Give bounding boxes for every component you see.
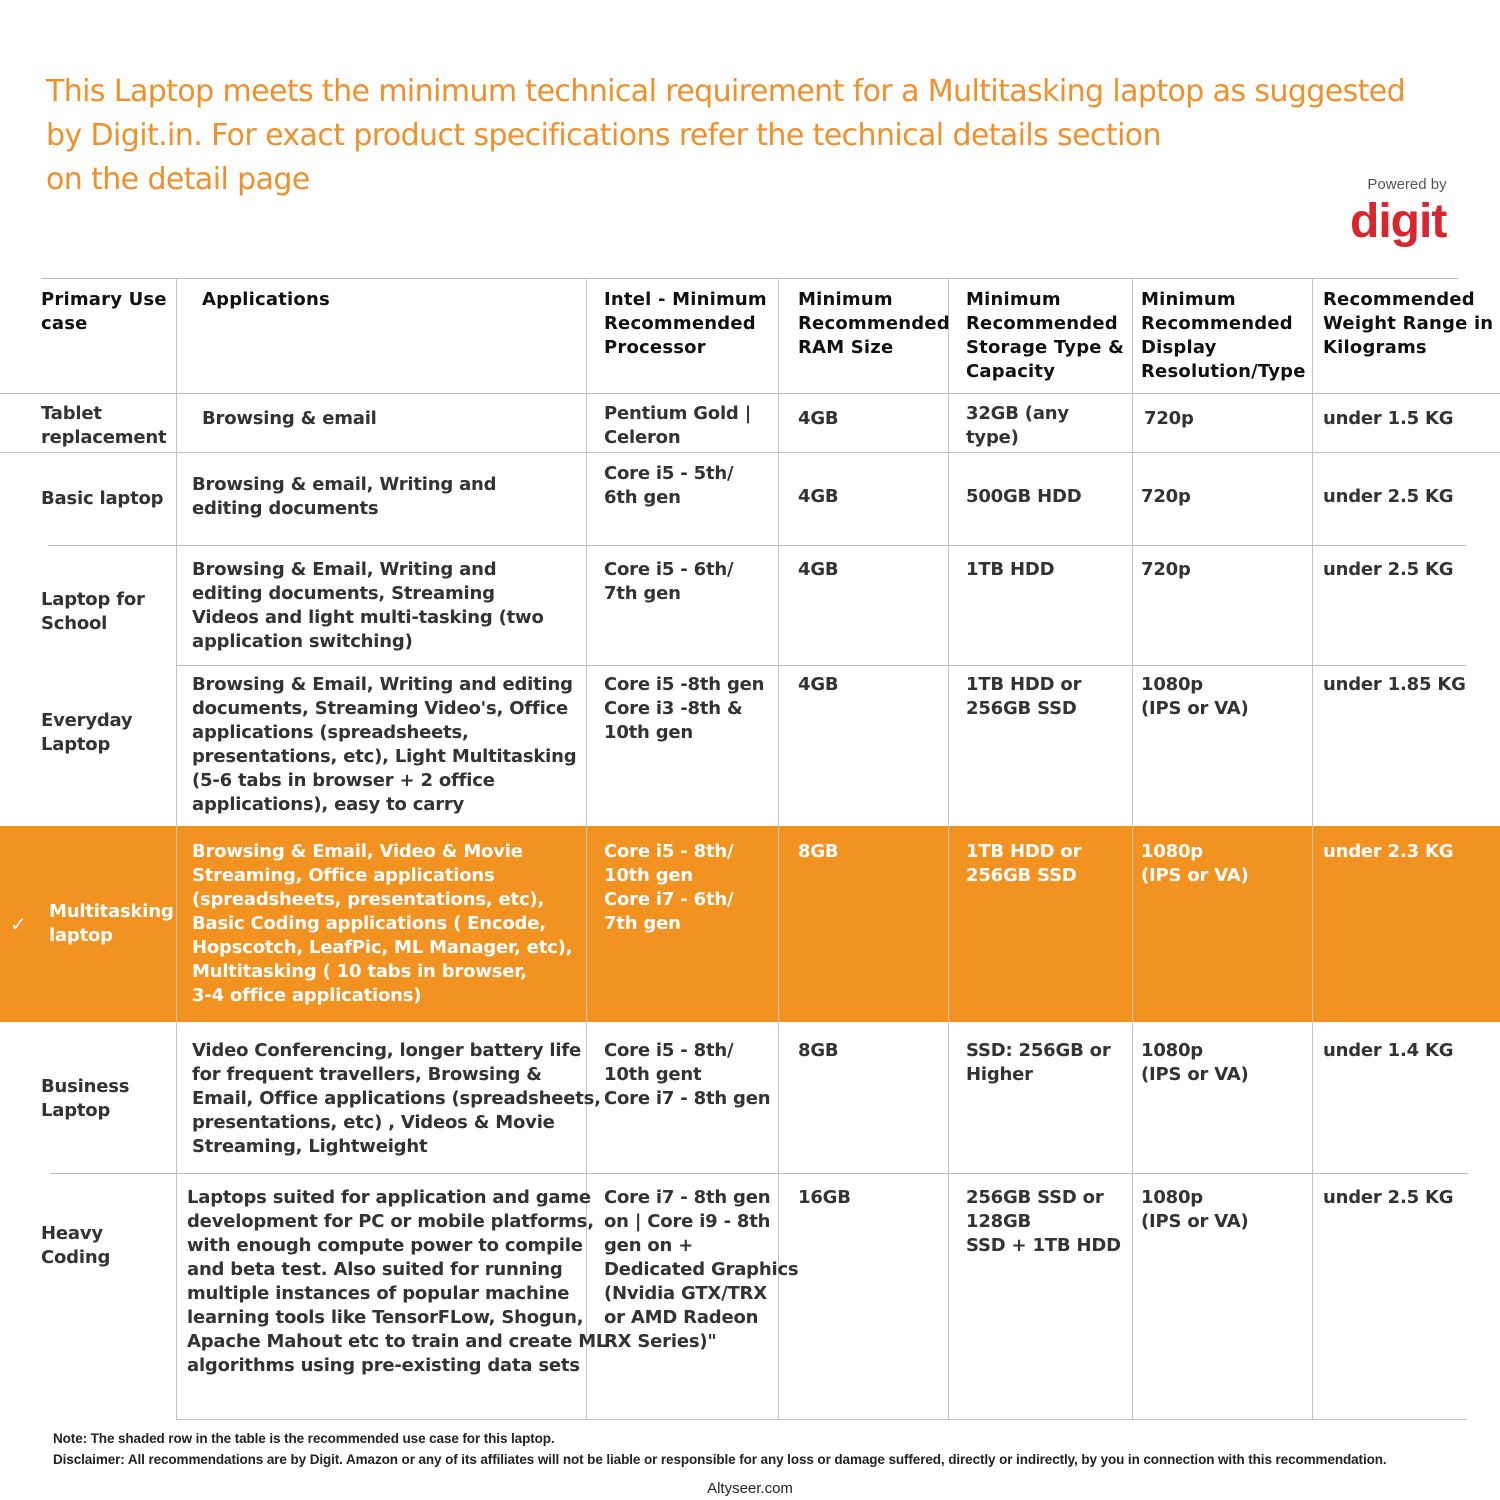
row-4-storage-line: 1TB HDD or xyxy=(966,674,1082,695)
row-7-storage-line: 256GB SSD or xyxy=(966,1187,1104,1208)
row-7-ram-line: 16GB xyxy=(798,1187,851,1208)
row-5-applications-line: Hopscotch, LeafPic, ML Manager, etc), xyxy=(192,937,573,958)
row-7-applications-line: with enough compute power to compile xyxy=(187,1235,583,1256)
row-7-ram xyxy=(798,1186,851,1210)
row-3-use-case-line: Laptop for xyxy=(41,589,145,610)
row-5-ram-line: 8GB xyxy=(798,841,839,862)
column-rule xyxy=(176,278,177,1419)
headline xyxy=(46,70,1426,202)
header-display xyxy=(1141,288,1306,384)
row-3-ram-line: 4GB xyxy=(798,559,839,580)
table-note: Note: The shaded row in the table is the recommended use case for this laptop. xyxy=(53,1431,555,1446)
row-7-applications-line: development for PC or mobile platforms, xyxy=(187,1211,594,1232)
row-4-use-case-line: Everyday xyxy=(41,710,133,731)
row-3-storage xyxy=(966,558,1054,582)
row-4-applications-line: (5-6 tabs in browser + 2 office xyxy=(192,770,495,791)
row-4-applications-line: documents, Streaming Video's, Office xyxy=(192,698,569,719)
row-6-applications xyxy=(192,1039,601,1159)
row-4-ram xyxy=(798,673,838,697)
row-7-processor-line: Core i7 - 8th gen xyxy=(604,1187,771,1208)
row-1-weight xyxy=(1323,407,1453,431)
header-ram xyxy=(798,288,950,360)
row-1-display-line: 720p xyxy=(1144,408,1194,429)
row-7-display-line: (IPS or VA) xyxy=(1141,1211,1249,1232)
row-rule xyxy=(0,452,1500,453)
row-5-weight xyxy=(1323,840,1453,864)
row-6-display xyxy=(1141,1039,1249,1087)
row-4-processor-line: Core i3 -8th & xyxy=(604,698,743,719)
disclaimer: Disclaimer: All recommendations are by Digit. Amazon or any of its affiliates will not be liable or responsible for any loss or damage suffered, directly or indirectly, by you in connection with this recommendation. xyxy=(53,1452,1387,1467)
row-1-applications-line: Browsing & email xyxy=(202,408,377,429)
header-weight-line: Recommended xyxy=(1323,289,1475,310)
row-4-display-line: (IPS or VA) xyxy=(1141,698,1249,719)
row-6-applications-line: Email, Office applications (spreadsheets, xyxy=(192,1088,601,1109)
row-5-ram xyxy=(798,840,838,864)
row-1-weight-line: under 1.5 KG xyxy=(1323,408,1454,429)
row-5-applications-line: Streaming, Office applications xyxy=(192,865,495,886)
row-7-applications xyxy=(187,1186,607,1378)
row-2-use-case xyxy=(41,487,163,511)
digit-logo: digit xyxy=(1350,195,1447,248)
row-5-storage-line: 256GB SSD xyxy=(966,865,1077,886)
row-6-use-case-line: Business xyxy=(41,1076,130,1097)
row-2-processor xyxy=(604,462,733,510)
header-processor-line: Processor xyxy=(604,337,706,358)
row-6-ram-line: 8GB xyxy=(798,1040,839,1061)
header-storage-line: Recommended xyxy=(966,313,1118,334)
row-4-applications xyxy=(192,673,576,817)
row-3-weight-line: under 2.5 KG xyxy=(1323,559,1454,580)
row-4-weight xyxy=(1323,673,1466,697)
row-2-storage-line: 500GB HDD xyxy=(966,486,1082,507)
row-4-processor xyxy=(604,673,764,745)
header-display-line: Display xyxy=(1141,337,1217,358)
row-4-applications-line: applications), easy to carry xyxy=(192,794,465,815)
row-5-applications xyxy=(192,840,572,1008)
row-1-storage-line: type) xyxy=(966,427,1019,448)
row-6-display-line: (IPS or VA) xyxy=(1141,1064,1249,1085)
row-1-use-case-line: replacement xyxy=(41,427,167,448)
row-1-use-case-line: Tablet xyxy=(41,403,102,424)
row-2-ram xyxy=(798,485,838,509)
row-6-storage-line: SSD: 256GB or xyxy=(966,1040,1111,1061)
row-7-applications-line: learning tools like TensorFLow, Shogun, xyxy=(187,1307,584,1328)
row-5-display xyxy=(1141,840,1249,888)
header-display-line: Recommended xyxy=(1141,313,1293,334)
row-2-processor-line: Core i5 - 5th/ xyxy=(604,463,734,484)
row-3-applications-line: Videos and light multi-tasking (two xyxy=(192,607,544,628)
header-weight-line: Kilograms xyxy=(1323,337,1427,358)
row-7-weight-line: under 2.5 KG xyxy=(1323,1187,1454,1208)
row-7-processor-line: Dedicated Graphics xyxy=(604,1259,799,1280)
row-1-use-case xyxy=(41,402,166,450)
row-7-processor-line: on | Core i9 - 8th xyxy=(604,1211,771,1232)
row-4-display-line: 1080p xyxy=(1141,674,1203,695)
header-applications xyxy=(202,288,330,312)
row-5-use-case-line: Multitasking xyxy=(49,901,174,922)
header-processor-line: Intel - Minimum xyxy=(604,289,767,310)
row-5-applications-line: Browsing & Email, Video & Movie xyxy=(192,841,523,862)
row-5-processor-line: Core i5 - 8th/ xyxy=(604,841,734,862)
header-storage-line: Minimum xyxy=(966,289,1061,310)
row-6-ram xyxy=(798,1039,838,1063)
row-3-processor xyxy=(604,558,733,606)
row-6-applications-line: for frequent travellers, Browsing & xyxy=(192,1064,542,1085)
row-6-use-case xyxy=(41,1075,129,1123)
row-1-applications xyxy=(202,407,377,431)
row-4-storage-line: 256GB SSD xyxy=(966,698,1077,719)
row-2-weight xyxy=(1323,485,1453,509)
column-rule xyxy=(1312,278,1313,1419)
header-storage-line: Storage Type & xyxy=(966,337,1125,358)
row-1-display xyxy=(1144,407,1194,431)
row-5-processor-line: Core i7 - 6th/ xyxy=(604,889,734,910)
row-3-weight xyxy=(1323,558,1453,582)
header-processor xyxy=(604,288,767,360)
column-rule xyxy=(1132,278,1133,1419)
row-2-applications xyxy=(192,473,496,521)
row-7-processor-line: or AMD Radeon xyxy=(604,1307,759,1328)
row-2-use-case-line: Basic laptop xyxy=(41,488,164,509)
row-4-applications-line: Browsing & Email, Writing and editing xyxy=(192,674,573,695)
row-3-display xyxy=(1141,558,1191,582)
row-7-storage-line: 128GB xyxy=(966,1211,1032,1232)
row-3-processor-line: 7th gen xyxy=(604,583,681,604)
row-7-display-line: 1080p xyxy=(1141,1187,1203,1208)
row-2-weight-line: under 2.5 KG xyxy=(1323,486,1454,507)
row-4-processor-line: 10th gen xyxy=(604,722,694,743)
headline-line-3: on the detail page xyxy=(46,162,310,197)
row-rule xyxy=(50,1173,1468,1174)
row-7-applications-line: algorithms using pre-existing data sets xyxy=(187,1355,580,1376)
row-5-applications-line: Basic Coding applications ( Encode, xyxy=(192,913,546,934)
row-5-display-line: (IPS or VA) xyxy=(1141,865,1249,886)
row-1-storage-line: 32GB (any xyxy=(966,403,1069,424)
header-display-line: Resolution/Type xyxy=(1141,361,1306,382)
row-5-applications-line: Multitasking ( 10 tabs in browser, xyxy=(192,961,527,982)
row-2-applications-line: editing documents xyxy=(192,498,379,519)
row-5-processor xyxy=(604,840,733,936)
header-ram-line: Recommended xyxy=(798,313,950,334)
row-6-storage xyxy=(966,1039,1111,1087)
header-use-case-line: case xyxy=(41,313,88,334)
row-7-use-case-line: Heavy xyxy=(41,1223,103,1244)
row-5-weight-line: under 2.3 KG xyxy=(1323,841,1454,862)
row-1-ram-line: 4GB xyxy=(798,408,839,429)
row-rule xyxy=(48,545,1466,546)
header-ram-line: Minimum xyxy=(798,289,893,310)
row-2-applications-line: Browsing & email, Writing and xyxy=(192,474,497,495)
headline-line-2: by Digit.in. For exact product specifications refer the technical details section xyxy=(46,118,1161,153)
row-6-applications-line: Streaming, Lightweight xyxy=(192,1136,428,1157)
row-6-use-case-line: Laptop xyxy=(41,1100,111,1121)
row-4-storage xyxy=(966,673,1081,721)
header-storage xyxy=(966,288,1124,384)
header-bottom-rule xyxy=(0,393,1500,394)
row-5-processor-line: 7th gen xyxy=(604,913,681,934)
header-weight xyxy=(1323,288,1493,360)
row-2-storage xyxy=(966,485,1081,509)
row-6-weight-line: under 1.4 KG xyxy=(1323,1040,1454,1061)
row-4-ram-line: 4GB xyxy=(798,674,839,695)
header-storage-line: Capacity xyxy=(966,361,1056,382)
row-6-storage-line: Higher xyxy=(966,1064,1033,1085)
row-7-weight xyxy=(1323,1186,1453,1210)
row-rule xyxy=(176,665,1466,666)
row-6-processor xyxy=(604,1039,770,1111)
row-3-applications-line: application switching) xyxy=(192,631,413,652)
row-2-ram-line: 4GB xyxy=(798,486,839,507)
column-rule xyxy=(948,278,949,1419)
row-7-storage-line: SSD + 1TB HDD xyxy=(966,1235,1121,1256)
row-3-applications xyxy=(192,558,544,654)
row-3-applications-line: Browsing & Email, Writing and xyxy=(192,559,497,580)
row-7-processor xyxy=(604,1186,798,1354)
row-4-weight-line: under 1.85 KG xyxy=(1323,674,1466,695)
row-5-display-line: 1080p xyxy=(1141,841,1203,862)
row-3-processor-line: Core i5 - 6th/ xyxy=(604,559,734,580)
row-6-display-line: 1080p xyxy=(1141,1040,1203,1061)
row-7-applications-line: Laptops suited for application and game xyxy=(187,1187,591,1208)
row-7-applications-line: multiple instances of popular machine xyxy=(187,1283,570,1304)
row-3-display-line: 720p xyxy=(1141,559,1191,580)
row-7-processor-line: gen on + xyxy=(604,1235,694,1256)
row-2-display xyxy=(1141,485,1191,509)
row-5-storage xyxy=(966,840,1081,888)
row-4-applications-line: applications (spreadsheets, xyxy=(192,722,469,743)
header-display-line: Minimum xyxy=(1141,289,1236,310)
row-4-display xyxy=(1141,673,1249,721)
row-6-applications-line: presentations, etc) , Videos & Movie xyxy=(192,1112,555,1133)
site-footer: Altyseer.com xyxy=(707,1480,793,1497)
row-3-use-case xyxy=(41,588,145,636)
row-7-storage xyxy=(966,1186,1121,1258)
powered-by-label: Powered by xyxy=(1367,176,1447,193)
row-1-processor xyxy=(604,402,751,450)
row-rule xyxy=(176,1419,1466,1420)
row-7-processor-line: RX Series)" xyxy=(604,1331,717,1352)
row-6-processor-line: Core i7 - 8th gen xyxy=(604,1088,771,1109)
row-1-processor-line: Pentium Gold | xyxy=(604,403,752,424)
row-6-processor-line: 10th gent xyxy=(604,1064,702,1085)
row-3-ram xyxy=(798,558,838,582)
row-2-processor-line: 6th gen xyxy=(604,487,681,508)
header-weight-line: Weight Range in xyxy=(1323,313,1494,334)
row-7-display xyxy=(1141,1186,1249,1234)
row-1-ram xyxy=(798,407,838,431)
row-7-use-case-line: Coding xyxy=(41,1247,111,1268)
row-5-applications-line: 3-4 office applications) xyxy=(192,985,422,1006)
check-icon: ✓ xyxy=(10,912,27,936)
header-processor-line: Recommended xyxy=(604,313,756,334)
row-4-use-case xyxy=(41,709,132,757)
row-6-weight xyxy=(1323,1039,1453,1063)
row-7-use-case xyxy=(41,1222,110,1270)
row-1-processor-line: Celeron xyxy=(604,427,681,448)
row-5-applications-line: (spreadsheets, presentations, etc), xyxy=(192,889,545,910)
row-5-use-case xyxy=(49,900,174,948)
row-3-applications-line: editing documents, Streaming xyxy=(192,583,495,604)
row-4-use-case-line: Laptop xyxy=(41,734,111,755)
row-3-use-case-line: School xyxy=(41,613,108,634)
row-1-storage xyxy=(966,402,1069,450)
header-use-case-line: Primary Use xyxy=(41,289,167,310)
row-2-display-line: 720p xyxy=(1141,486,1191,507)
row-7-applications-line: and beta test. Also suited for running xyxy=(187,1259,563,1280)
row-6-applications-line: Video Conferencing, longer battery life xyxy=(192,1040,581,1061)
header-ram-line: RAM Size xyxy=(798,337,894,358)
row-4-processor-line: Core i5 -8th gen xyxy=(604,674,765,695)
row-5-use-case-line: laptop xyxy=(49,925,113,946)
headline-line-1: This Laptop meets the minimum technical requirement for a Multitasking laptop as suggested xyxy=(46,74,1406,109)
row-7-processor-line: (Nvidia GTX/TRX xyxy=(604,1283,767,1304)
row-5-processor-line: 10th gen xyxy=(604,865,694,886)
row-5-storage-line: 1TB HDD or xyxy=(966,841,1082,862)
row-4-applications-line: presentations, etc), Light Multitasking xyxy=(192,746,577,767)
row-6-processor-line: Core i5 - 8th/ xyxy=(604,1040,734,1061)
table-top-rule xyxy=(41,278,1458,279)
row-3-storage-line: 1TB HDD xyxy=(966,559,1055,580)
header-use-case xyxy=(41,288,167,336)
row-7-applications-line: Apache Mahout etc to train and create ML xyxy=(187,1331,608,1352)
header-applications-line: Applications xyxy=(202,289,330,310)
